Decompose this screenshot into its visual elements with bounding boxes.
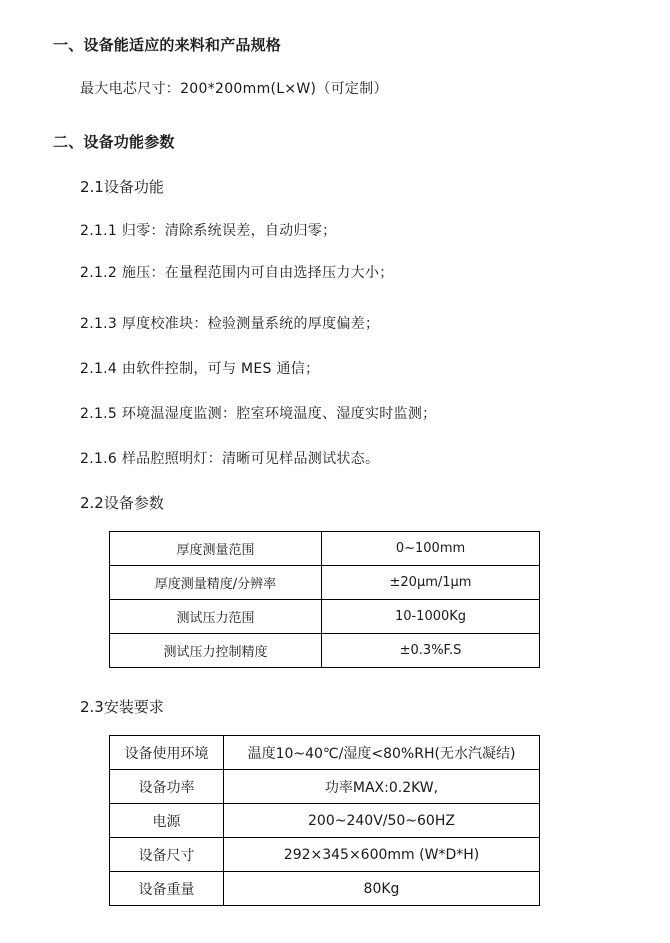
param-value: 10-1000Kg: [322, 600, 540, 634]
table-row: [110, 872, 540, 906]
max-cell-size-text: 最大电芯尺寸：200*200mm(L×W)（可定制）: [80, 81, 388, 97]
function-item: 2.1.2 施压：在量程范围内可自由选择压力大小；: [80, 265, 394, 281]
function-item: 2.1.6 样品腔照明灯：清晰可见样品测试状态。: [80, 451, 380, 467]
table-row: [110, 804, 540, 838]
table-row: [110, 770, 540, 804]
section-2-heading: 二、设备功能参数: [53, 133, 175, 151]
param-label: 厚度测量精度/分辨率: [110, 566, 322, 600]
params-table: [109, 531, 540, 668]
install-title: 2.3安装要求: [80, 698, 164, 716]
table-row: [110, 600, 540, 634]
function-item: 2.1.4 由软件控制，可与 MES 通信；: [80, 361, 320, 377]
functions-title: 2.1设备功能: [80, 178, 164, 196]
install-value: 温度10~40℃/湿度<80%RH(无水汽凝结): [224, 736, 540, 770]
install-value: 80Kg: [224, 872, 540, 906]
install-label: 设备功率: [110, 770, 224, 804]
param-value: ±20μm/1μm: [322, 566, 540, 600]
param-label: 厚度测量范围: [110, 532, 322, 566]
install-value: 功率MAX:0.2KW,: [224, 770, 540, 804]
install-label: 设备重量: [110, 872, 224, 906]
table-row: [110, 532, 540, 566]
install-value: 292×345×600mm (W*D*H): [224, 838, 540, 872]
section-1-heading: 一、设备能适应的来料和产品规格: [53, 36, 282, 54]
install-label: 设备尺寸: [110, 838, 224, 872]
table-row: [110, 838, 540, 872]
table-row: [110, 634, 540, 668]
params-title: 2.2设备参数: [80, 494, 164, 512]
install-label: 设备使用环境: [110, 736, 224, 770]
function-item: 2.1.3 厚度校准块：检验测量系统的厚度偏差；: [80, 316, 380, 332]
function-item: 2.1.1 归零：清除系统误差，自动归零；: [80, 223, 337, 239]
param-value: 0~100mm: [322, 532, 540, 566]
table-row: [110, 566, 540, 600]
param-label: 测试压力控制精度: [110, 634, 322, 668]
table-row: [110, 736, 540, 770]
function-item: 2.1.5 环境温湿度监测：腔室环境温度、湿度实时监测；: [80, 406, 437, 422]
param-value: ±0.3%F.S: [322, 634, 540, 668]
install-label: 电源: [110, 804, 224, 838]
install-value: 200~240V/50~60HZ: [224, 804, 540, 838]
install-table: [109, 735, 540, 906]
param-label: 测试压力范围: [110, 600, 322, 634]
